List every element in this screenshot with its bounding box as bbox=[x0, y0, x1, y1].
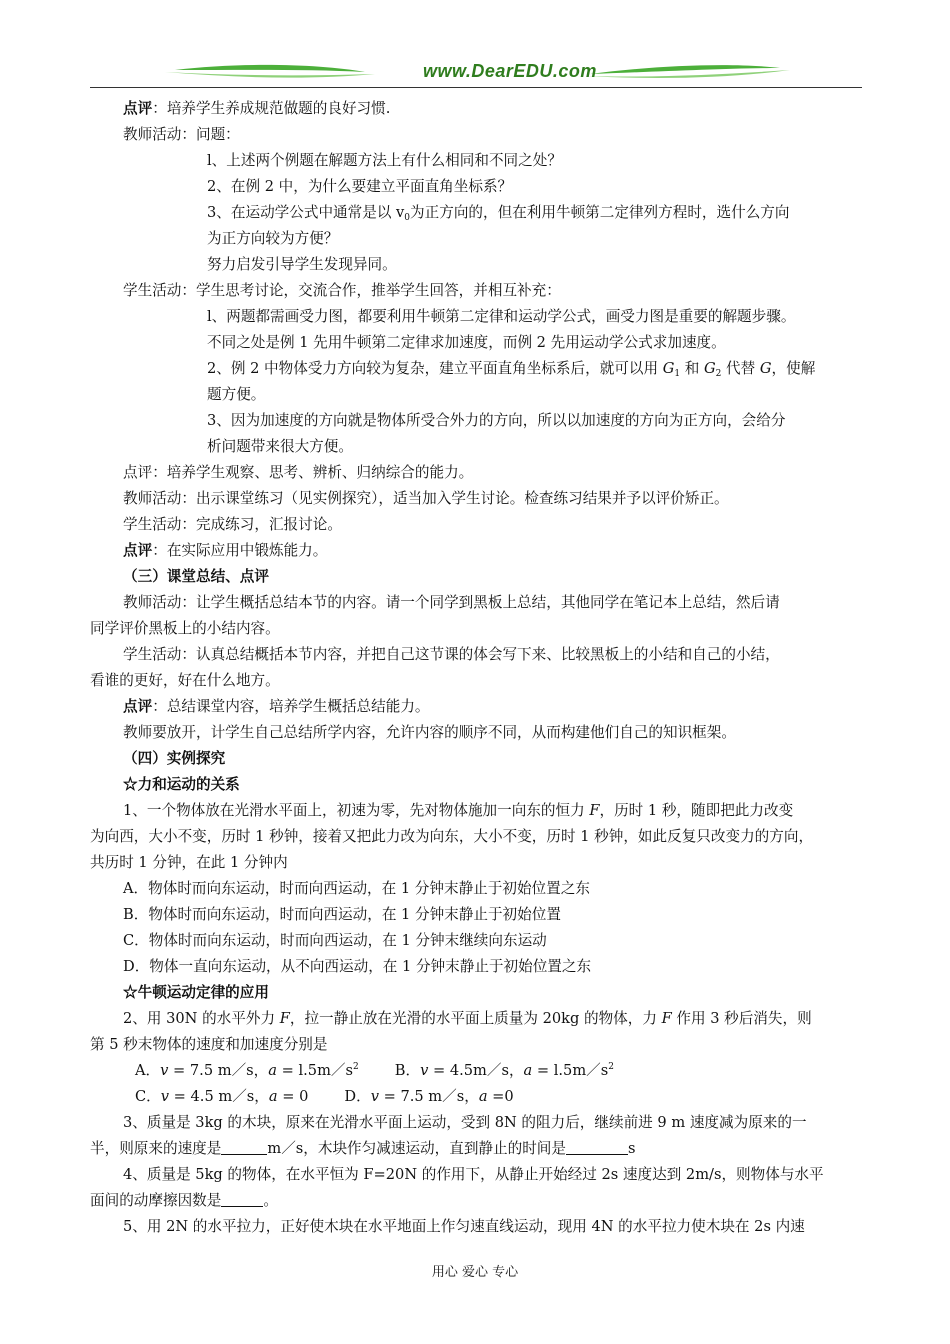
header-divider bbox=[90, 87, 862, 88]
option-a: A．v = 7.5 m／s，$a = l.5m/s^2$ bbox=[135, 1062, 359, 1079]
subsection-heading: ☆力和运动的关系 bbox=[123, 776, 240, 793]
paragraph-line: 点评：培养学生养成规范做题的良好习惯. bbox=[123, 100, 391, 117]
option-c: C．物体时而向东运动，时而向西运动，在 1 分钟末继续向东运动 bbox=[123, 932, 547, 949]
question-line: 1、一个物体放在光滑水平面上，初速为零，先对物体施加一向东的恒力 F，历时 1 秒，随即把此力改变 bbox=[123, 802, 794, 819]
text: 培养学生养成规范做题的良好习惯. bbox=[166, 100, 391, 117]
options-row bbox=[90, 1058, 862, 1084]
option-b: B．物体时而向东运动，时而向西运动，在 1 分钟末静止于初始位置 bbox=[123, 906, 561, 923]
site-logo[interactable]: www.DearEDU.com bbox=[423, 61, 597, 81]
question-line: 3、质量是 3kg 的木块，原来在光滑水平面上运动，受到 8N 的阻力后，继续前进 9 m 速度减为原来的一 bbox=[123, 1114, 807, 1131]
paragraph-line: 教师活动：出示课堂练习（见实例探究），适当加入学生讨论。检查练习结果并予以评价矫正。 bbox=[123, 490, 729, 507]
paragraph-line: 不同之处是例 1 先用牛顿第二定律求加速度，而例 2 先用运动学公式求加速度。 bbox=[207, 334, 726, 351]
paragraph-line: 3、因为加速度的方向就是物体所受合外力的方向，所以以加速度的方向为正方向，会给分 bbox=[207, 412, 786, 429]
paragraph-line: 点评：在实际应用中锻炼能力。 bbox=[123, 542, 328, 559]
options-row bbox=[90, 1084, 862, 1110]
option-c: C．v = 4.5 m／s，a = 0 bbox=[135, 1088, 309, 1105]
paragraph-line: 学生活动：完成练习，汇报讨论。 bbox=[123, 516, 342, 533]
paragraph-line: 教师活动：让学生概括总结本节的内容。请一个同学到黑板上总结，其他同学在笔记本上总结，然后请 bbox=[123, 594, 780, 611]
subsection-heading: ☆牛顿运动定律的应用 bbox=[123, 984, 269, 1001]
paragraph-line: 题方便。 bbox=[207, 386, 266, 403]
paragraph-line: l、上述两个例题在解题方法上有什么相同和不同之处？ bbox=[207, 152, 562, 169]
answer-blank[interactable] bbox=[221, 1139, 267, 1155]
paragraph-line: 3、在运动学公式中通常是以 $v_0$为正方向的，但在利用牛顿第二定律列方程时，选什么方向 bbox=[207, 204, 790, 223]
document-body bbox=[90, 96, 862, 1240]
paragraph-line: 努力启发引导学生发现异同。 bbox=[207, 256, 397, 273]
paragraph-line: 学生活动：学生思考讨论，交流合作，推举学生回答，并相互补充： bbox=[123, 282, 561, 299]
paragraph-line: 教师要放开，计学生自己总结所学内容，允许内容的顺序不同，从而构建他们自己的知识框架。 bbox=[123, 724, 736, 741]
comment-label: 点评 bbox=[123, 542, 153, 559]
comment-label: 点评 bbox=[123, 100, 153, 117]
site-header bbox=[90, 58, 862, 90]
paragraph-line: 学生活动：认真总结概括本节内容，并把自己这节课的体会写下来、比较黑板上的小结和自己的小结， bbox=[123, 646, 780, 663]
answer-blank[interactable] bbox=[566, 1139, 628, 1155]
section-heading: （三）课堂总结、点评 bbox=[123, 568, 269, 585]
question-line: 4、质量是 5kg 的物体，在水平恒为 F=20N 的作用下，从静止开始经过 2s 速度达到 2m/s，则物体与水平 bbox=[123, 1166, 824, 1183]
paragraph-line: 2、在例 2 中，为什么要建立平面直角坐标系？ bbox=[207, 178, 513, 195]
question-line: 面间的动摩擦因数是 。 bbox=[90, 1192, 278, 1209]
section-heading: （四）实例探究 bbox=[123, 750, 226, 767]
option-d: D．v = 7.5 m／s，a =0 bbox=[344, 1088, 514, 1105]
option-a: A．物体时而向东运动，时而向西运动，在 1 分钟末静止于初始位置之东 bbox=[123, 880, 590, 897]
answer-blank[interactable] bbox=[221, 1191, 263, 1207]
question-line: 第 5 秒末物体的速度和加速度分别是 bbox=[90, 1036, 328, 1053]
question-line: 为向西，大小不变，历时 1 秒钟，接着又把此力改为向东，大小不变，历时 1 秒钟，如此反复只改变力的方向， bbox=[90, 828, 814, 845]
question-line: 2、用 30N 的水平外力 F，拉一静止放在光滑的水平面上质量为 20kg 的物体，力 F 作用 3 秒后消失，则 bbox=[123, 1010, 812, 1027]
paragraph-line: 析问题带来很大方便。 bbox=[207, 438, 353, 455]
paragraph-line: 点评：总结课堂内容，培养学生概括总结能力。 bbox=[123, 698, 430, 715]
paragraph-line: 为正方向较为方便？ bbox=[207, 230, 339, 247]
comment-label: 点评 bbox=[123, 698, 153, 715]
page-footer: 用心 爱心 专心 bbox=[431, 1265, 519, 1280]
question-line: 共历时 1 分钟，在此 1 分钟内 bbox=[90, 854, 288, 871]
option-d: D．物体一直向东运动，从不向西运动，在 1 分钟末静止于初始位置之东 bbox=[123, 958, 592, 975]
paragraph-line: 同学评价黑板上的小结内容。 bbox=[90, 620, 280, 637]
paragraph-line: 点评：培养学生观察、思考、辨析、归纳综合的能力。 bbox=[123, 464, 474, 481]
paragraph-line: l、两题都需画受力图，都要利用牛顿第二定律和运动学公式，画受力图是重要的解题步骤。 bbox=[207, 308, 796, 325]
option-b: B．v = 4.5m／s，$a = l.5m/s^2$ bbox=[394, 1062, 615, 1079]
paragraph-line: 看谁的更好，好在什么地方。 bbox=[90, 672, 280, 689]
question-line: 半，则原来的速度是 m／s，木块作匀减速运动，直到静止的时间是 s bbox=[90, 1140, 636, 1157]
question-line: 5、用 2N 的水平拉力，正好使木块在水平地面上作匀速直线运动，现用 4N 的水平拉力使木块在 2s 内速 bbox=[123, 1218, 805, 1235]
paragraph-line: 教师活动：问题： bbox=[123, 126, 240, 143]
paragraph-line: 2、例 2 中物体受力方向较为复杂，建立平面直角坐标系后，就可以用 $G_1$ 和 $G_2$ 代替 G，使解 bbox=[207, 360, 816, 379]
